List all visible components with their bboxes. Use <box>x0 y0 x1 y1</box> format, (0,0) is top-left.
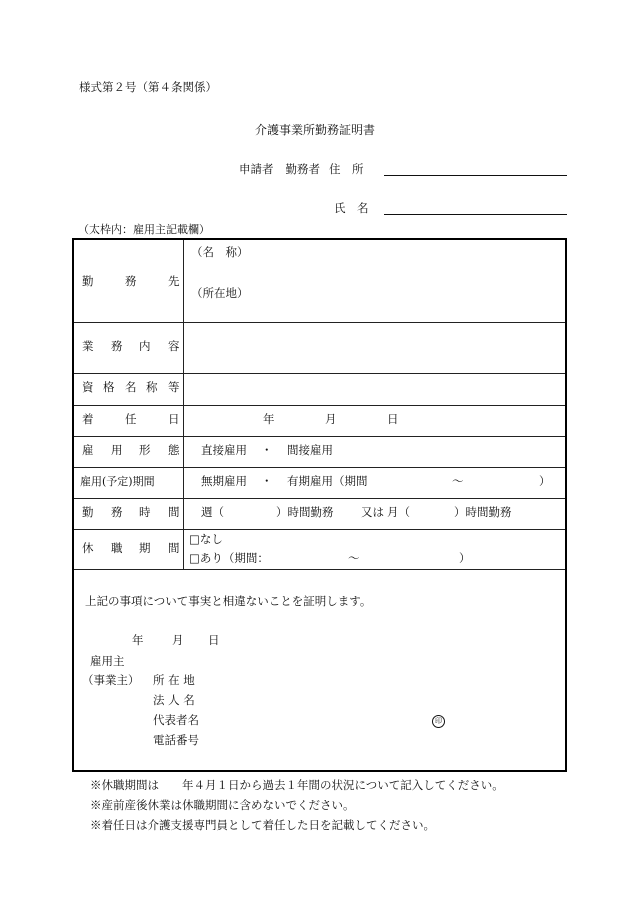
row-divider <box>74 322 565 323</box>
weekly-hours-open: 週（ <box>201 505 224 519</box>
cert-year-label: 年 <box>132 633 144 647</box>
corporation-name-label: 法 人 名 <box>153 693 195 707</box>
monthly-hours-close: ）時間勤務 <box>454 505 512 519</box>
phone-label: 電話番号 <box>153 733 199 747</box>
indefinite-employment-option: 無期雇用 <box>201 474 247 488</box>
row-divider <box>74 373 565 374</box>
leave-exists-checkbox[interactable]: □あり（期間： <box>189 551 269 565</box>
workplace-name-label: （名 称） <box>191 245 249 259</box>
monthly-hours-open: 月（ <box>387 505 410 519</box>
footnote: ※着任日は介護支援専門員として着任した日を記載してください。 <box>90 818 435 832</box>
indirect-employment-option: 間接雇用 <box>287 443 333 457</box>
employer-entry-box: 勤 務 先 （名 称） （所在地） 業 務 内 容 資 格 名 称 等 着 任 日 年 月 日 雇 用 形 態 直接雇用 ・ 間接雇用 雇用(予定)期間 無期雇用 ・ 有期雇用（期間 ～ ） 勤 務 時 間 週（ ）時間勤務 又は 月（ ）時間勤務 休 職 期 間 □なし □あり（期間： ～ ） 上記の事項について事実と相違ないことを証明します。 年 月 日 雇用主 （事業主） 所 在 地 法 人 名 代表者名 印 電話番号 <box>72 238 567 772</box>
footnote: ※休職期間は 年４月１日から過去１年間の状況について記入してください。 <box>90 778 504 792</box>
start-year-label: 年 <box>263 412 275 426</box>
applicant-address-row <box>239 164 364 176</box>
representative-label: 代表者名 <box>153 713 199 727</box>
direct-employment-option: 直接雇用 <box>201 443 247 457</box>
row-divider <box>74 529 565 530</box>
applicant-label: 申請者 <box>239 162 274 176</box>
employer-label: 雇用主 <box>90 654 125 668</box>
start-day-label: 日 <box>387 412 399 426</box>
worker-label: 勤務者 <box>285 162 320 176</box>
period-tilde: ～ <box>452 474 464 488</box>
workplace-location-label: （所在地） <box>191 286 249 300</box>
leave-tilde: ～ <box>348 551 360 565</box>
row-divider <box>74 498 565 499</box>
footnote: ※産前産後休業は休職期間に含めないでください。 <box>90 798 355 812</box>
period-close: ） <box>539 474 551 488</box>
row-divider <box>74 569 565 570</box>
fixed-term-option: 有期雇用（期間 <box>287 474 368 488</box>
address-label: 住 所 <box>329 162 364 176</box>
name-label: 氏 名 <box>334 201 369 215</box>
business-owner-label: （事業主） <box>82 673 140 687</box>
leave-close: ） <box>459 551 471 565</box>
row-divider <box>74 405 565 406</box>
form-number: 様式第２号（第４条関係） <box>79 80 217 94</box>
page-title: 介護事業所勤務証明書 <box>254 123 375 137</box>
row-divider <box>74 436 565 437</box>
separator-dot: ・ <box>261 474 273 488</box>
cert-day-label: 日 <box>208 633 220 647</box>
company-address-label: 所 在 地 <box>153 673 195 687</box>
seal-mark <box>432 714 445 728</box>
separator-dot: ・ <box>261 443 273 457</box>
address-field[interactable] <box>384 175 567 176</box>
row-divider <box>74 467 565 468</box>
seal-icon: 印 <box>432 715 445 728</box>
weekly-hours-close: ）時間勤務 <box>276 505 334 519</box>
leave-none-checkbox[interactable]: □なし <box>189 532 223 546</box>
box-note: （太枠内：雇用主記載欄） <box>78 223 210 236</box>
or-label: 又は <box>361 505 384 519</box>
certification-statement: 上記の事項について事実と相違ないことを証明します。 <box>85 594 372 608</box>
cert-month-label: 月 <box>172 633 184 647</box>
name-field[interactable] <box>384 214 567 215</box>
start-month-label: 月 <box>325 412 337 426</box>
